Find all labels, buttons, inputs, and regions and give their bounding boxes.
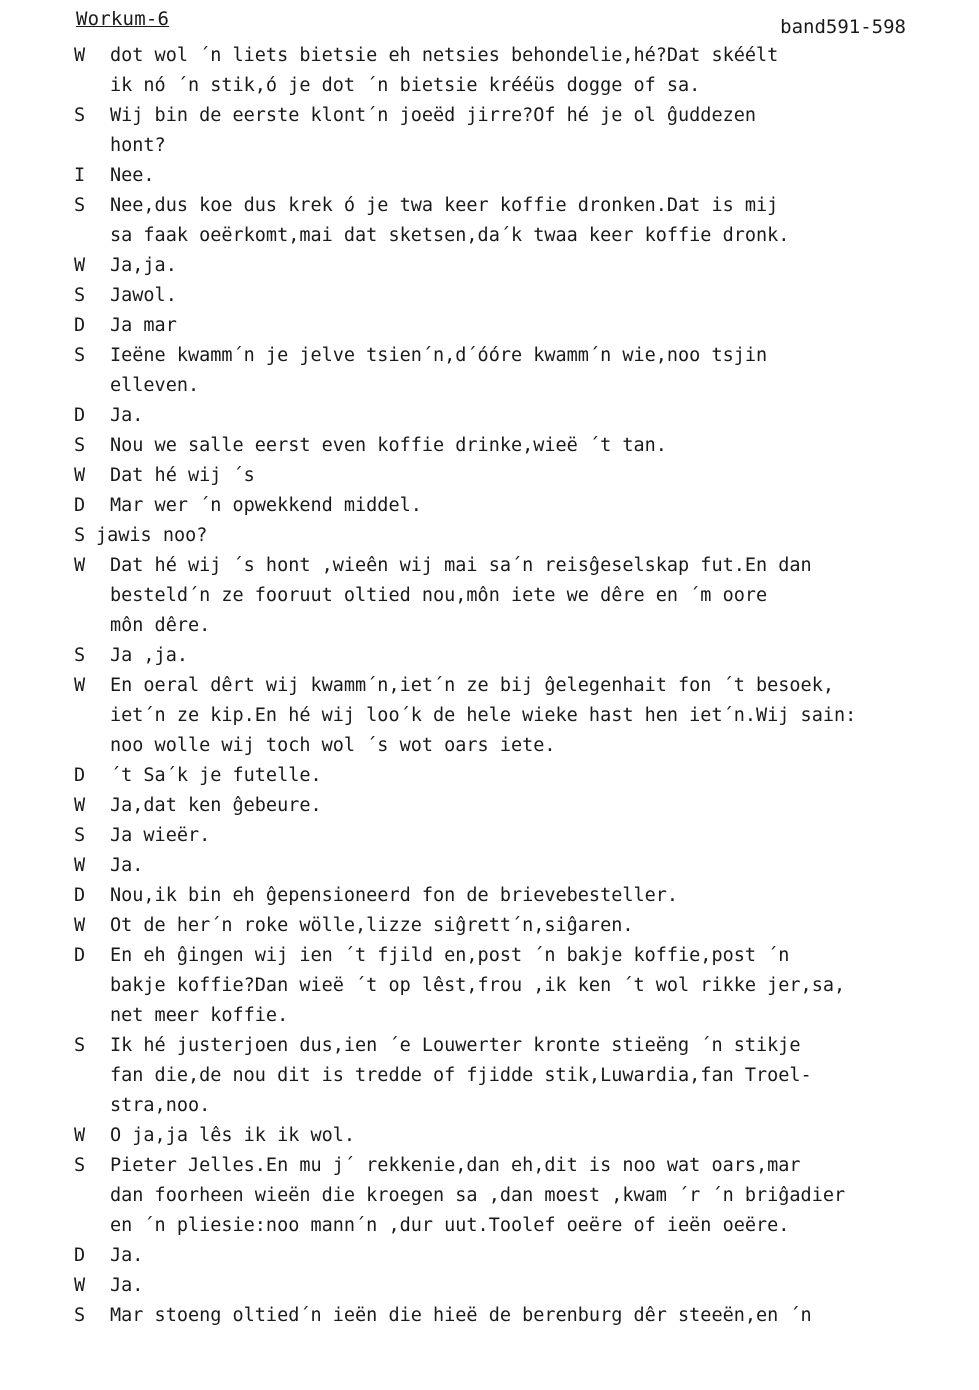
utterance-line: elleven.	[110, 375, 200, 396]
utterance-line: môn dêre.	[110, 615, 211, 636]
transcript-turn	[0, 1151, 979, 1241]
speaker-label: D	[74, 945, 86, 966]
utterance-line: Nou,ik bin eh ĝepensioneerd fon de brievebesteller.	[110, 885, 679, 906]
transcript-turn	[0, 401, 979, 431]
utterance-line: Ja.	[110, 1245, 144, 1266]
speaker-label: S	[74, 285, 86, 306]
speaker-label: D	[74, 885, 86, 906]
utterance-line: noo wolle wij toch wol ´s wot oars iete.	[110, 735, 556, 756]
utterance-line: Wij bin de eerste klont´n joeëd jirre?Of hé je ol ĝuddezen	[110, 105, 757, 126]
speaker-label: S	[74, 195, 86, 216]
utterance-line: Ja.	[110, 1275, 144, 1296]
speaker-label: I	[74, 165, 86, 186]
speaker-label: W	[74, 255, 86, 276]
utterance-line: fan die,de nou dit is tredde of fjidde stik,Luwardia,fan Troel-	[110, 1065, 812, 1086]
speaker-label: S	[74, 345, 86, 366]
utterance-line: sa faak oeërkomt,mai dat sketsen,da´k twaa keer koffie dronk.	[110, 225, 790, 246]
transcript-turn	[0, 821, 979, 851]
speaker-label: W	[74, 465, 86, 486]
speaker-label: W	[74, 1275, 86, 1296]
utterance-line: ik nó ´n stik,ó je dot ´n bietsie krééüs dogge of sa.	[110, 75, 701, 96]
speaker-label: D	[74, 405, 86, 426]
speaker-label: S	[74, 105, 86, 126]
transcript-turn	[0, 941, 979, 1031]
utterance-line: Ja,dat ken ĝebeure.	[110, 795, 322, 816]
speaker-label: S	[74, 1035, 86, 1056]
utterance-line: bakje koffie?Dan wieë ´t op lêst,frou ,ik ken ´t wol rikke jer,sa,	[110, 975, 846, 996]
speaker-label: W	[74, 555, 86, 576]
utterance-line: jawis noo?	[96, 525, 208, 546]
speaker-label: S	[74, 1155, 86, 1176]
transcript-turn	[0, 1301, 979, 1331]
speaker-label: D	[74, 1245, 86, 1266]
utterance-line: Ja ,ja.	[110, 645, 188, 666]
transcript-turn	[0, 761, 979, 791]
utterance-line: Dat hé wij ´s hont ,wieên wij mai sa´n reisĝeselskap fut.En dan	[110, 555, 812, 576]
speaker-label: W	[74, 675, 86, 696]
utterance-line: En oeral dêrt wij kwamm´n,iet´n ze bij ĝelegenhait fon ´t besoek,	[110, 675, 834, 696]
utterance-line: Ja mar	[110, 315, 177, 336]
transcript-turn	[0, 491, 979, 521]
transcript-turn	[0, 641, 979, 671]
transcript-turn	[0, 251, 979, 281]
utterance-line: Ja,ja.	[110, 255, 177, 276]
speaker-label: S	[74, 525, 86, 546]
speaker-label: D	[74, 315, 86, 336]
transcript-turn	[0, 1271, 979, 1301]
speaker-label: W	[74, 915, 86, 936]
utterance-line: Mar stoeng oltied´n ieën die hieë de berenburg dêr steeën,en ´n	[110, 1305, 812, 1326]
utterance-line: Nou we salle eerst even koffie drinke,wieë ´t tan.	[110, 435, 667, 456]
speaker-label: S	[74, 645, 86, 666]
transcript-turn	[0, 1241, 979, 1271]
utterance-line: en ´n pliesie:noo mann´n ,dur uut.Toolef oeëre of ieën oeëre.	[110, 1215, 790, 1236]
transcript-turn	[0, 881, 979, 911]
utterance-line: O ja,ja lês ik ik wol.	[110, 1125, 356, 1146]
transcript-turn	[0, 671, 979, 761]
utterance-line: stra,noo.	[110, 1095, 211, 1116]
utterance-line: Ieëne kwamm´n je jelve tsien´n,d´óóre kwamm´n wie,noo tsjin	[110, 345, 768, 366]
transcript-turn	[0, 791, 979, 821]
utterance-line: Ja.	[110, 855, 144, 876]
utterance-line: Ja wieër.	[110, 825, 211, 846]
speaker-label: W	[74, 855, 86, 876]
speaker-label: D	[74, 765, 86, 786]
transcript-turn	[0, 161, 979, 191]
transcript-turn	[0, 461, 979, 491]
transcript-turn	[0, 521, 979, 551]
speaker-label: S	[74, 825, 86, 846]
utterance-line: Ot de her´n roke wölle,lizze siĝrett´n,siĝaren.	[110, 915, 634, 936]
utterance-line: Pieter Jelles.En mu j´ rekkenie,dan eh,dit is noo wat oars,mar	[110, 1155, 801, 1176]
transcript-turn	[0, 551, 979, 641]
transcript-turn	[0, 851, 979, 881]
speaker-label: D	[74, 495, 86, 516]
utterance-line: hont?	[110, 135, 166, 156]
utterance-line: En eh ĝingen wij ien ´t fjild en,post ´n bakje koffie,post ´n	[110, 945, 790, 966]
transcript-turn	[0, 41, 979, 101]
transcript-turn	[0, 101, 979, 161]
speaker-label: S	[74, 1305, 86, 1326]
transcript-body	[0, 41, 979, 1331]
utterance-line: Mar wer ´n opwekkend middel.	[110, 495, 422, 516]
utterance-line: net meer koffie.	[110, 1005, 289, 1026]
utterance-line: Nee.	[110, 165, 155, 186]
page-header	[76, 8, 906, 38]
utterance-line: Ik hé justerjoen dus,ien ´e Louwerter kronte stieëng ´n stikje	[110, 1035, 801, 1056]
speaker-label: W	[74, 45, 86, 66]
document-title: Workum-6	[76, 8, 170, 30]
utterance-line: Ja.	[110, 405, 144, 426]
utterance-line: Nee,dus koe dus krek ó je twa keer koffie dronken.Dat is mij	[110, 195, 779, 216]
speaker-label: W	[74, 1125, 86, 1146]
utterance-line: iet´n ze kip.En hé wij loo´k de hele wieke hast hen iet´n.Wij sain:	[110, 705, 857, 726]
utterance-line: Dat hé wij ´s	[110, 465, 255, 486]
transcript-turn	[0, 1031, 979, 1121]
utterance-line: dan foorheen wieën die kroegen sa ,dan moest ,kwam ´r ´n briĝadier	[110, 1185, 846, 1206]
transcript-turn	[0, 341, 979, 401]
transcript-turn	[0, 281, 979, 311]
utterance-line: besteld´n ze fooruut oltied nou,môn iete we dêre en ´m oore	[110, 585, 768, 606]
transcript-turn	[0, 191, 979, 251]
utterance-line: ´t Sa´k je futelle.	[110, 765, 322, 786]
speaker-label: S	[74, 435, 86, 456]
speaker-label: W	[74, 795, 86, 816]
tape-reference: band591-598	[780, 16, 906, 38]
transcript-turn	[0, 311, 979, 341]
utterance-line: dot wol ´n liets bietsie eh netsies behondelie,hé?Dat skéélt	[110, 45, 779, 66]
transcript-turn	[0, 911, 979, 941]
transcript-turn	[0, 1121, 979, 1151]
utterance-line: Jawol.	[110, 285, 177, 306]
transcript-turn	[0, 431, 979, 461]
